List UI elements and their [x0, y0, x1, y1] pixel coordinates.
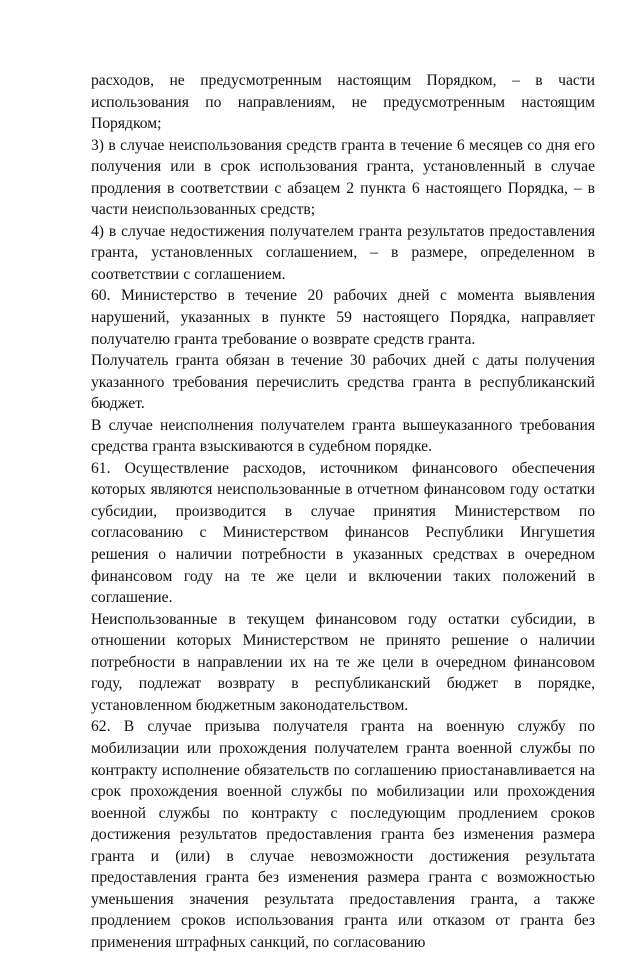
paragraph-clause-61: 61. Осуществление расходов, источником финансового обеспечения которых являются неиспользованные в отчетном финансовом году остатки субсидии, производится в случае принятия Министерством по согласованию с Министерством финансов Республики Ингушетия решения о наличии потребности в указанных средствах в очередном финансовом году на те же цели и включении таких положений в соглашение. — [91, 459, 595, 607]
paragraph-expenses-tail: расходов, не предусмотренным настоящим Порядком, – в части использования по направлениям, не предусмотренным настоящим Порядком; — [91, 72, 595, 133]
paragraph-unused-balances: Неиспользованные в текущем финансовом году остатки субсидии, в отношении которых Министерством не принято решение о наличии потребности в направлении их на те же цели в очередном финансовом году, подлежат возврату в республиканский бюджет в порядке, установленном бюджетным законодательством. — [91, 610, 595, 714]
paragraph-court-recovery: В случае неисполнения получателем гранта вышеуказанного требования средства гранта взыскиваются в судебном порядке. — [91, 416, 595, 456]
document-body — [91, 70, 595, 953]
paragraph-clause-62: 62. В случае призыва получателя гранта на военную службу по мобилизации или прохождения получателем гранта военной службы по контракту исполнение обязательств по соглашению приостанавливается на срок прохождения военной службы по мобилизации или прохождения военной службы по контракту с последующим продлением сроков достижения результатов предоставления гранта без изменения размера гранта и (или) в случае невозможности достижения результата предоставления гранта без изменения размера гранта с возможностью уменьшения значения результата предоставления гранта, а также продлением сроков использования гранта или отказом от гранта без применения штрафных санкций, по согласованию — [91, 718, 595, 951]
paragraph-return-obligation: Получатель гранта обязан в течение 30 рабочих дней с даты получения указанного требования перечислить средства гранта в республиканский бюджет. — [91, 352, 595, 413]
paragraph-item-3: 3) в случае неиспользования средств гранта в течение 6 месяцев со дня его получения или в срок использования гранта, установленный в случае продления в соответствии с абзацем 2 пункта 6 настоящего Порядка, – в части неиспользованных средств; — [91, 136, 595, 219]
paragraph-clause-60: 60. Министерство в течение 20 рабочих дней с момента выявления нарушений, указанных в пункте 59 настоящего Порядка, направляет получателю гранта требование о возврате средств гранта. — [91, 287, 595, 348]
paragraph-item-4: 4) в случае недостижения получателем гранта результатов предоставления гранта, установленных соглашением, – в размере, определенном в соответствии с соглашением. — [91, 222, 595, 283]
